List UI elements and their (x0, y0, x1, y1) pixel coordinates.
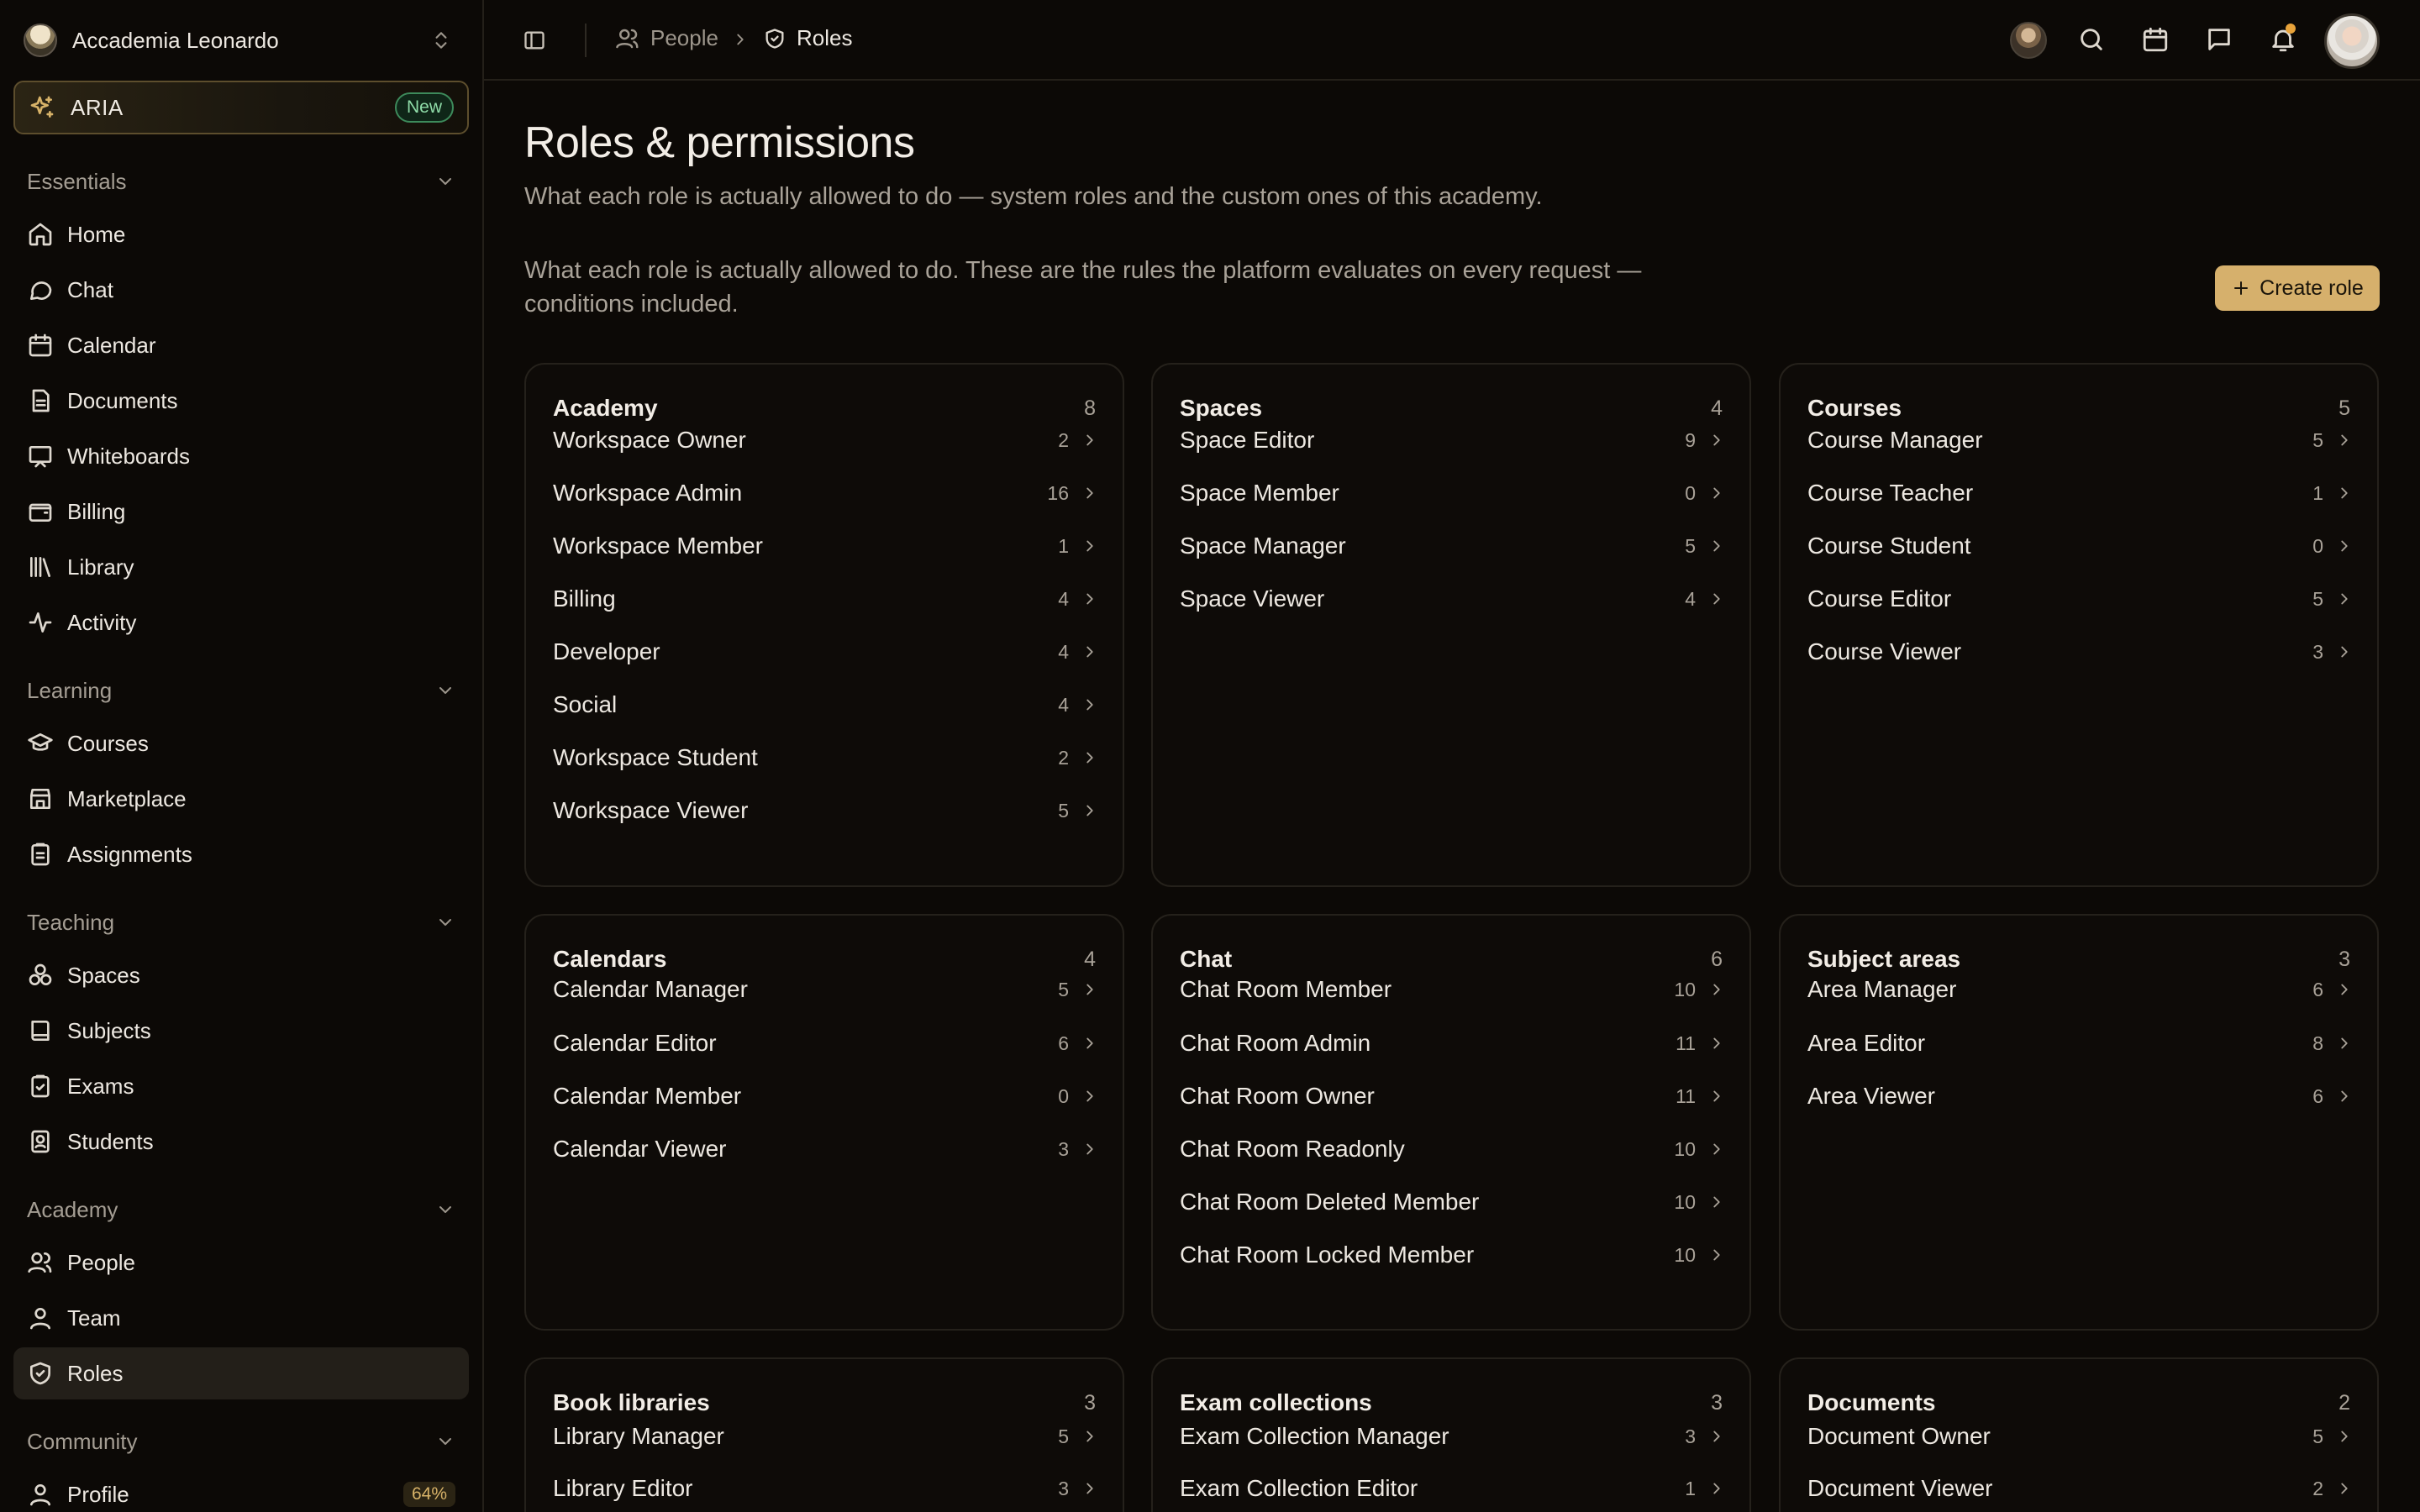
role-name: Workspace Student (553, 744, 758, 770)
card-title: Exam collections (1180, 1389, 1372, 1415)
role-row[interactable] (553, 1023, 1099, 1063)
role-name: Calendar Member (553, 1083, 742, 1109)
chevron-down-icon (435, 1200, 455, 1220)
role-name: Course Teacher (1807, 480, 1974, 506)
role-count: 9 (1685, 428, 1696, 451)
chevron-down-icon (435, 171, 455, 192)
chevron-right-icon (1707, 1087, 1726, 1105)
chevron-right-icon (1081, 1140, 1099, 1158)
breadcrumb-roles[interactable] (763, 25, 852, 51)
sidebar-item-label: Activity (67, 609, 137, 635)
sidebar-item-chat[interactable] (13, 264, 469, 316)
search-icon[interactable] (2077, 25, 2106, 54)
card-title: Chat (1180, 946, 1233, 972)
role-row[interactable] (553, 1076, 1099, 1116)
sidebar-item-exams[interactable] (13, 1060, 469, 1112)
chevron-right-icon (1707, 484, 1726, 502)
home-icon (27, 221, 54, 248)
sidebar-item-label: Courses (67, 730, 149, 756)
role-row[interactable] (553, 1129, 1099, 1169)
role-row[interactable] (1180, 1182, 1726, 1222)
role-name: Course Student (1807, 533, 1971, 559)
role-count: 10 (1674, 1190, 1696, 1213)
sidebar-item-label: Home (67, 221, 126, 247)
role-row[interactable] (553, 526, 1099, 566)
role-count: 5 (2312, 1425, 2323, 1447)
role-count: 1 (1058, 534, 1069, 557)
card-title: Courses (1807, 395, 1902, 421)
role-row[interactable] (1180, 1076, 1726, 1116)
profile-completion-badge: 64% (403, 1482, 455, 1507)
aria-avatar[interactable] (2010, 22, 2047, 59)
role-name: Space Member (1180, 480, 1339, 506)
sidebar-item-courses[interactable] (13, 717, 469, 769)
role-name: Course Manager (1807, 427, 1983, 453)
role-row[interactable] (553, 738, 1099, 778)
role-group-card (1151, 1357, 1751, 1512)
card-title: Documents (1807, 1389, 1936, 1415)
role-row[interactable] (553, 632, 1099, 672)
chevron-right-icon (1707, 431, 1726, 449)
activity-icon (27, 609, 54, 636)
create-role-label: Create role (2260, 276, 2364, 300)
create-role-button[interactable] (2215, 265, 2380, 311)
sidebar-item-label: Exams (67, 1073, 134, 1099)
chevron-right-icon (1707, 1034, 1726, 1053)
chevron-right-icon (1707, 1193, 1726, 1211)
chevron-right-icon (1081, 1427, 1099, 1446)
sidebar-item-documents[interactable] (13, 375, 469, 427)
role-name: Workspace Viewer (553, 797, 749, 823)
sidebar-item-label: Whiteboards (67, 443, 190, 469)
page-description: What each role is actually allowed to do. These are the rules the platform evaluates on every request — conditions included. (524, 257, 1642, 318)
chat-bubble-icon (27, 276, 54, 303)
chevron-right-icon (1707, 1246, 1726, 1264)
role-count: 3 (1685, 1425, 1696, 1447)
sidebar-item-whiteboards[interactable] (13, 430, 469, 482)
role-name: Space Manager (1180, 533, 1346, 559)
section-title: Community (27, 1428, 138, 1454)
role-count: 4 (1685, 587, 1696, 610)
card-header (1807, 1386, 2350, 1420)
sidebar-item-label: Calendar (67, 332, 156, 358)
role-name: Chat Room Admin (1180, 1030, 1371, 1056)
role-name: Chat Room Readonly (1180, 1136, 1405, 1162)
sidebar-item-roles[interactable] (13, 1347, 469, 1399)
role-row[interactable] (1180, 1468, 1726, 1509)
role-name: Area Manager (1807, 976, 1957, 1002)
card-header (553, 1386, 1096, 1420)
role-row[interactable] (1180, 473, 1726, 513)
shield-check-icon (27, 1360, 54, 1387)
user-icon (27, 1481, 54, 1508)
role-row[interactable] (553, 1468, 1099, 1509)
card-title: Subject areas (1807, 946, 1961, 972)
section-learning[interactable] (27, 674, 455, 707)
section-title: Learning (27, 677, 113, 703)
section-title: Essentials (27, 168, 127, 194)
role-row[interactable] (1807, 579, 2354, 619)
role-row[interactable] (553, 473, 1099, 513)
sidebar-item-home[interactable] (13, 208, 469, 260)
role-group-card (524, 1357, 1124, 1512)
chevron-right-icon (731, 30, 750, 49)
chevron-down-icon (435, 680, 455, 701)
plus-icon (2231, 278, 2251, 298)
chevron-right-icon (2335, 431, 2354, 449)
role-count: 8 (2312, 1032, 2323, 1054)
card-count: 6 (1711, 947, 1723, 971)
sidebar-item-label: Billing (67, 498, 126, 524)
section-title: Teaching (27, 909, 115, 935)
sidebar-item-profile[interactable] (13, 1468, 469, 1512)
chevron-right-icon (2335, 980, 2354, 999)
role-count: 16 (1047, 481, 1069, 504)
sidebar-item-label: People (67, 1249, 135, 1275)
book-icon (27, 1017, 54, 1044)
role-name: Course Viewer (1807, 638, 1962, 664)
role-name: Area Viewer (1807, 1083, 1936, 1109)
role-name: Document Owner (1807, 1423, 1991, 1449)
chevron-right-icon (1081, 801, 1099, 820)
whiteboard-icon (27, 443, 54, 470)
role-group-card (1779, 1357, 2379, 1512)
role-count: 2 (1058, 428, 1069, 451)
sparkles-icon (29, 94, 55, 121)
chevron-right-icon (2335, 590, 2354, 608)
role-count: 11 (1676, 1084, 1696, 1107)
chevron-right-icon (2335, 1427, 2354, 1446)
role-name: Space Viewer (1180, 585, 1325, 612)
role-row[interactable] (1807, 1076, 2354, 1116)
workspace-name: Accademia Leonardo (72, 27, 279, 53)
library-icon (27, 554, 54, 580)
role-group-card (524, 363, 1124, 887)
user-avatar[interactable] (2324, 13, 2380, 69)
sidebar-item-billing[interactable] (13, 486, 469, 538)
role-count: 3 (2312, 640, 2323, 663)
role-row[interactable] (553, 579, 1099, 619)
sidebar-item-people[interactable] (13, 1236, 469, 1289)
section-teaching[interactable] (27, 906, 455, 939)
chevron-right-icon (2335, 1034, 2354, 1053)
calendar-icon (27, 332, 54, 359)
sidebar-item-subjects[interactable] (13, 1005, 469, 1057)
sidebar-item-label: Roles (67, 1360, 124, 1386)
sidebar-item-spaces[interactable] (13, 949, 469, 1001)
role-count: 0 (1058, 1084, 1069, 1107)
role-name: Exam Collection Manager (1180, 1423, 1449, 1449)
aria-label: ARIA (71, 94, 124, 120)
card-title: Calendars (553, 946, 667, 972)
role-row[interactable] (1180, 526, 1726, 566)
role-row[interactable] (1180, 969, 1726, 1010)
role-name: Space Editor (1180, 427, 1315, 453)
role-row[interactable] (1180, 420, 1726, 460)
topbar (484, 0, 2420, 81)
chevron-right-icon (2335, 1087, 2354, 1105)
section-academy[interactable] (27, 1193, 455, 1226)
role-name: Document Viewer (1807, 1475, 1993, 1501)
message-icon[interactable] (2205, 25, 2233, 54)
role-count: 2 (1058, 746, 1069, 769)
role-group-card (1151, 914, 1751, 1331)
store-icon (27, 785, 54, 812)
role-count: 6 (2312, 1084, 2323, 1107)
role-count: 5 (1058, 799, 1069, 822)
sidebar-item-assignments[interactable] (13, 828, 469, 880)
role-name: Area Editor (1807, 1030, 1926, 1056)
sidebar-item-label: Marketplace (67, 785, 187, 811)
role-count: 0 (2312, 534, 2323, 557)
role-name: Billing (553, 585, 616, 612)
page-subtitle: What each role is actually allowed to do — system roles and the custom ones of this academy. (524, 183, 1543, 210)
role-name: Chat Room Member (1180, 976, 1392, 1002)
chevron-right-icon (2335, 537, 2354, 555)
role-count: 10 (1674, 978, 1696, 1000)
chevron-right-icon (1081, 1034, 1099, 1053)
card-count: 3 (1711, 1390, 1723, 1415)
role-name: Calendar Viewer (553, 1136, 727, 1162)
role-name: Calendar Manager (553, 976, 748, 1002)
role-row[interactable] (1807, 420, 2354, 460)
role-name: Chat Room Owner (1180, 1083, 1375, 1109)
role-count: 3 (1058, 1137, 1069, 1160)
chevron-right-icon (1707, 537, 1726, 555)
role-count: 10 (1674, 1243, 1696, 1266)
sidebar-item-label: Documents (67, 387, 178, 413)
role-group-card (1779, 363, 2379, 887)
wallet-icon (27, 498, 54, 525)
role-count: 4 (1058, 640, 1069, 663)
role-count: 3 (1058, 1477, 1069, 1499)
role-count: 4 (1058, 587, 1069, 610)
breadcrumb-label: People (650, 25, 718, 50)
role-name: Calendar Editor (553, 1030, 717, 1056)
role-group-card (524, 914, 1124, 1331)
chevron-right-icon (1707, 590, 1726, 608)
section-title: Academy (27, 1196, 118, 1222)
role-row[interactable] (1807, 1416, 2354, 1457)
chevron-right-icon (1081, 484, 1099, 502)
sidebar (0, 0, 484, 1512)
chevron-right-icon (1081, 537, 1099, 555)
spaces-icon (27, 962, 54, 989)
graduation-cap-icon (27, 730, 54, 757)
sidebar-item-label: Library (67, 554, 134, 580)
chevron-down-icon (435, 912, 455, 932)
role-row[interactable] (1807, 632, 2354, 672)
role-name: Social (553, 691, 618, 717)
chevron-right-icon (1707, 1427, 1726, 1446)
role-name: Workspace Admin (553, 480, 743, 506)
card-count: 2 (2338, 1390, 2350, 1415)
breadcrumb-people[interactable] (615, 25, 718, 51)
role-count: 5 (1058, 1425, 1069, 1447)
sidebar-item-label: Chat (67, 276, 113, 302)
user-icon (27, 1305, 54, 1331)
section-essentials[interactable] (27, 165, 455, 198)
card-count: 3 (1084, 1390, 1096, 1415)
role-count: 11 (1676, 1032, 1696, 1054)
card-title: Book libraries (553, 1389, 710, 1415)
role-name: Chat Room Deleted Member (1180, 1189, 1480, 1215)
card-header (1180, 1386, 1723, 1420)
chevrons-up-down-icon (430, 29, 452, 51)
breadcrumb-label: Roles (797, 25, 853, 50)
chevron-right-icon (1081, 980, 1099, 999)
sidebar-item-marketplace[interactable] (13, 773, 469, 825)
chevron-right-icon (1081, 1087, 1099, 1105)
sidebar-item-label: Subjects (67, 1017, 151, 1043)
role-count: 5 (2312, 428, 2323, 451)
chevron-right-icon (1081, 748, 1099, 767)
sidebar-item-label: Team (67, 1305, 121, 1331)
role-name: Developer (553, 638, 660, 664)
role-name: Library Editor (553, 1475, 693, 1501)
role-name: Workspace Owner (553, 427, 746, 453)
card-count: 3 (2338, 947, 2350, 971)
sidebar-item-calendar[interactable] (13, 319, 469, 371)
role-name: Library Manager (553, 1423, 724, 1449)
card-count: 4 (1084, 947, 1096, 971)
sidebar-item-label: Profile (67, 1481, 129, 1507)
sidebar-item-label: Assignments (67, 841, 192, 867)
shield-check-icon (763, 27, 786, 50)
sidebar-item-students[interactable] (13, 1116, 469, 1168)
role-count: 6 (1058, 1032, 1069, 1054)
role-row[interactable] (1180, 579, 1726, 619)
sidebar-item-label: Students (67, 1128, 154, 1154)
notification-dot (2286, 24, 2296, 34)
card-count: 5 (2338, 396, 2350, 420)
chevron-right-icon (2335, 643, 2354, 661)
clipboard-icon (27, 841, 54, 868)
role-row[interactable] (1180, 1416, 1726, 1457)
sidebar-item-team[interactable] (13, 1292, 469, 1344)
role-name: Course Editor (1807, 585, 1952, 612)
clipboard-check-icon (27, 1073, 54, 1100)
role-row[interactable] (1807, 969, 2354, 1010)
role-row[interactable] (553, 685, 1099, 725)
role-group-card (1151, 363, 1751, 887)
card-count: 4 (1711, 396, 1723, 420)
role-name: Workspace Member (553, 533, 764, 559)
chevron-right-icon (1707, 1479, 1726, 1498)
role-count: 5 (1058, 978, 1069, 1000)
divider (585, 24, 587, 57)
role-row[interactable] (1807, 1023, 2354, 1063)
role-row[interactable] (1180, 1235, 1726, 1275)
chevron-right-icon (2335, 484, 2354, 502)
role-count: 0 (1685, 481, 1696, 504)
document-icon (27, 387, 54, 414)
workspace-switcher[interactable] (24, 22, 452, 59)
sidebar-item-label: Spaces (67, 962, 140, 988)
chevron-down-icon (435, 1431, 455, 1452)
role-row[interactable] (553, 969, 1099, 1010)
calendar-icon[interactable] (2141, 25, 2170, 54)
role-row[interactable] (553, 420, 1099, 460)
chevron-right-icon (1081, 590, 1099, 608)
role-row[interactable] (1180, 1023, 1726, 1063)
chevron-right-icon (1081, 643, 1099, 661)
role-row[interactable] (553, 790, 1099, 831)
role-name: Exam Collection Editor (1180, 1475, 1418, 1501)
aria-button[interactable] (13, 81, 469, 134)
role-count: 4 (1058, 693, 1069, 716)
new-badge: New (395, 92, 454, 123)
section-community[interactable] (27, 1425, 455, 1458)
sidebar-item-activity[interactable] (13, 596, 469, 648)
role-name: Chat Room Locked Member (1180, 1242, 1475, 1268)
workspace-logo (24, 24, 57, 57)
sidebar-toggle-icon[interactable] (523, 29, 546, 52)
card-title: Spaces (1180, 395, 1263, 421)
role-row[interactable] (1807, 473, 2354, 513)
chevron-right-icon (1081, 431, 1099, 449)
role-count: 5 (1685, 534, 1696, 557)
users-icon (615, 26, 640, 51)
card-title: Academy (553, 395, 658, 421)
role-row[interactable] (1807, 1468, 2354, 1509)
role-group-card (1779, 914, 2379, 1331)
role-count: 2 (2312, 1477, 2323, 1499)
role-row[interactable] (1180, 1129, 1726, 1169)
chevron-right-icon (1707, 980, 1726, 999)
role-row[interactable] (553, 1416, 1099, 1457)
role-count: 6 (2312, 978, 2323, 1000)
role-row[interactable] (1807, 526, 2354, 566)
id-badge-icon (27, 1128, 54, 1155)
role-count: 1 (2312, 481, 2323, 504)
page-title: Roles & permissions (524, 118, 915, 167)
users-icon (27, 1249, 54, 1276)
chevron-right-icon (1081, 1479, 1099, 1498)
role-count: 5 (2312, 587, 2323, 610)
sidebar-item-library[interactable] (13, 541, 469, 593)
card-count: 8 (1084, 396, 1096, 420)
chevron-right-icon (1081, 696, 1099, 714)
chevron-right-icon (2335, 1479, 2354, 1498)
role-count: 1 (1685, 1477, 1696, 1499)
chevron-right-icon (1707, 1140, 1726, 1158)
role-count: 10 (1674, 1137, 1696, 1160)
